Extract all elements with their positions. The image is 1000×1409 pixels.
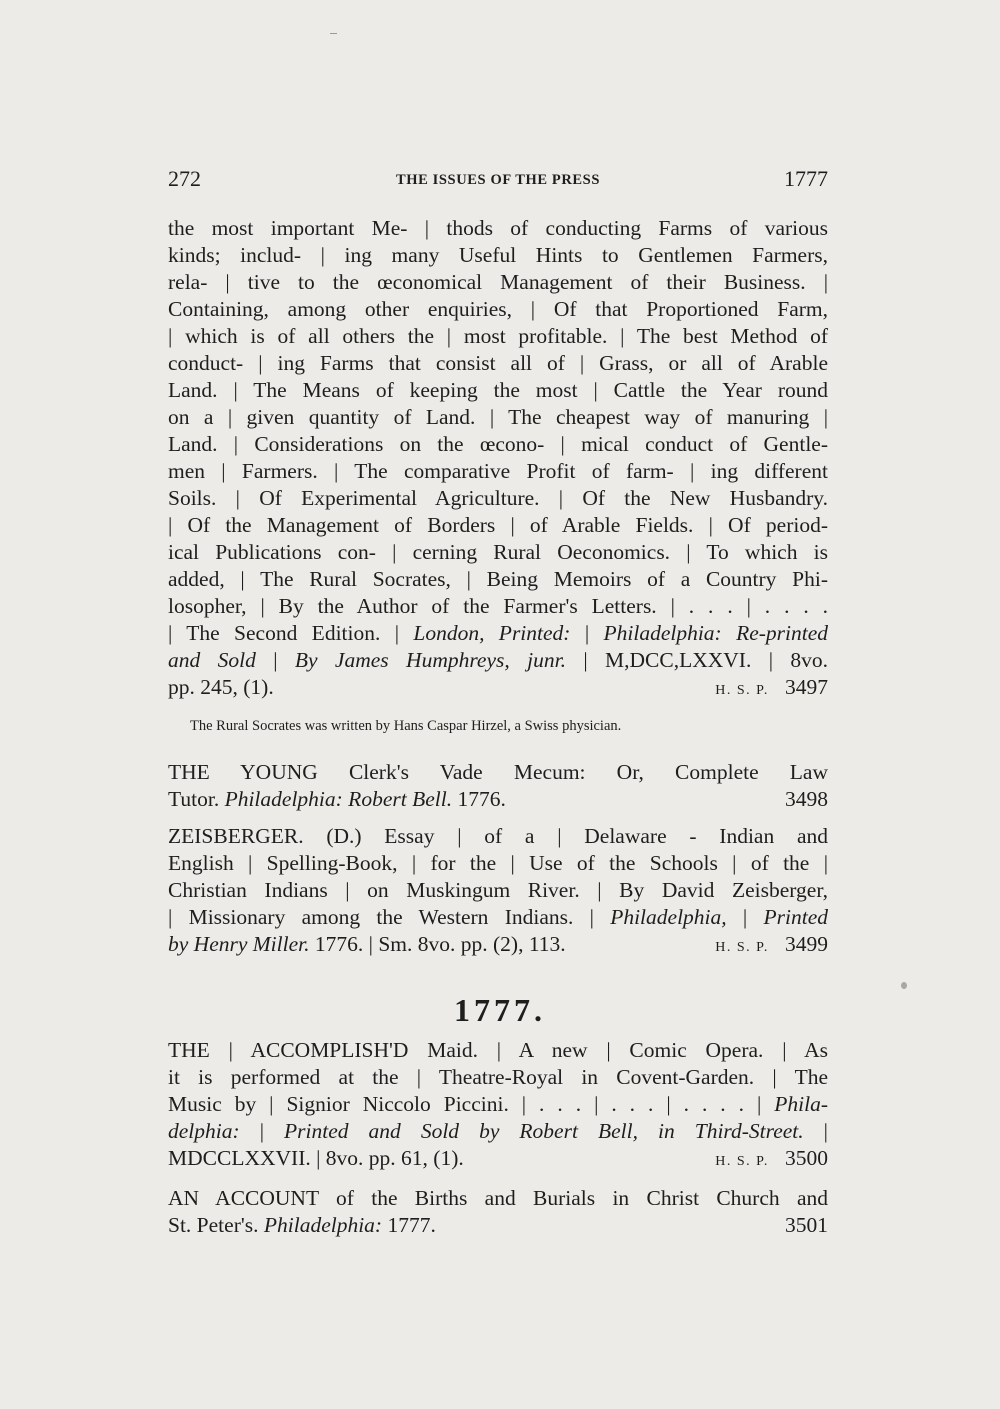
imprint-italic: Phila- [774,1092,828,1116]
text-run: | Missionary among the Western Indians. | [168,905,611,929]
text-line [168,786,828,813]
text-run: Tutor. [168,787,225,811]
printer-italic: By James Humphreys, junr. [294,648,566,672]
entry-reference [715,1145,828,1172]
collation: MDCCLXXVII. | 8vo. pp. 61, (1). [168,1146,464,1170]
text-run: | [726,905,764,929]
text-line: the most important Me- | thods of conducting Farms of various [168,216,828,240]
text-line: THE YOUNG Clerk's Vade Mecum: Or, Complete Law [168,760,828,784]
text-run: St. Peter's. [168,1213,264,1237]
text-line [168,904,828,931]
text-run: 1776. | Sm. 8vo. pp. (2), 113. [309,932,566,956]
text-line [168,620,828,647]
source-abbrev: H. S. P. [715,1154,769,1169]
text-line: English | Spelling-Book, | for the | Use of the Schools | of the | [168,851,828,875]
text-line: men | Farmers. | The comparative Profit of farm- | ing different [168,459,828,483]
imprint-italic: Printed [763,905,828,929]
entry-number: 3498 [785,787,828,811]
paper-speck [901,982,907,989]
text-run [168,786,506,813]
source-abbrev: H. S. P. [715,683,769,698]
text-line [168,647,828,674]
text-line: Christian Indians | on Muskingum River. | By David Zeisberger, [168,878,828,902]
imprint-italic: Philadelphia: Re-printed [603,621,828,645]
text-run [168,931,566,958]
text-run: | The Second Edition. | [168,621,414,645]
text-line [168,931,828,958]
entry-number: 3501 [785,1213,828,1237]
text-line [168,1091,828,1118]
printer-italic: by Henry Miller. [168,932,310,956]
text-line: Soils. | Of Experimental Agriculture. | Of the New Husbandry. [168,486,828,510]
source-abbrev: H. S. P. [715,940,769,955]
page-number: 272 [168,166,201,191]
text-run: | [570,621,604,645]
running-title: THE ISSUES OF THE PRESS [396,172,600,188]
text-line: | Of the Management of Borders | of Arable Fields. | Of period- [168,513,828,537]
text-line [168,1145,828,1172]
text-run: | M,DCC,LXXVI. | 8vo. [565,648,828,672]
entry-reference [715,674,828,701]
imprint-italic: delphia: [168,1119,240,1143]
year-heading: 1777. [454,992,546,1028]
running-year: 1777 [784,166,828,191]
text-run: 1777. [382,1213,436,1237]
imprint-italic: Philadelphia: [263,1213,383,1237]
paper-mark [330,33,337,34]
text-run [168,1212,436,1239]
text-line: added, | The Rural Socrates, | Being Memoirs of a Country Phi- [168,567,828,591]
text-line [168,1212,828,1239]
text-line [168,674,828,701]
entry-3497 [168,215,828,701]
entry-3500 [168,1037,828,1172]
imprint-italic: and Sold [168,648,256,672]
text-line [168,1118,828,1145]
imprint-italic: London, Printed: [413,621,571,645]
text-run: | [255,648,295,672]
text-line: losopher, | By the Author of the Farmer's Letters. | . . . | . . . . [168,594,828,618]
footnote: The Rural Socrates was written by Hans Caspar Hirzel, a Swiss physician. [190,718,622,734]
entry-number: 3500 [785,1146,828,1170]
text-line: it is performed at the | Theatre-Royal in Covent-Garden. | The [168,1065,828,1089]
text-line: on a | given quantity of Land. | The cheapest way of manuring | [168,405,828,429]
text-line: ZEISBERGER. (D.) Essay | of a | Delaware - Indian and [168,824,828,848]
text-line: Containing, among other enquiries, | Of that Proportioned Farm, [168,297,828,321]
text-line: AN ACCOUNT of the Births and Burials in Christ Church and [168,1186,828,1210]
text-line: Land. | The Means of keeping the most | Cattle the Year round [168,378,828,402]
text-run: 1776. [452,787,506,811]
text-run: Music by | Signior Niccolo Piccini. | . . . | . . . | . . . . | [168,1092,775,1116]
text-line: THE | ACCOMPLISH'D Maid. | A new | Comic Opera. | As [168,1038,828,1062]
entry-number: 3499 [785,932,828,956]
entry-reference [715,931,828,958]
text-line: Land. | Considerations on the œcono- | mical conduct of Gentle- [168,432,828,456]
entry-3498 [168,759,828,813]
text-run: | [239,1119,285,1143]
entry-3501 [168,1185,828,1239]
text-line: conduct- | ing Farms that consist all of | Grass, or all of Arable [168,351,828,375]
imprint-italic: Philadelphia, [610,905,727,929]
text-line: | which is of all others the | most profitable. | The best Method of [168,324,828,348]
text-run: | [803,1119,828,1143]
text-line: kinds; includ- | ing many Useful Hints to Gentlemen Farmers, [168,243,828,267]
imprint-italic: Philadelphia: Robert Bell. [224,787,453,811]
entry-number: 3497 [785,675,828,699]
entry-3499 [168,823,828,958]
text-line: ical Publications con- | cerning Rural Oeconomics. | To which is [168,540,828,564]
collation: pp. 245, (1). [168,675,274,699]
running-head [168,166,828,196]
text-line: rela- | tive to the œconomical Management of their Business. | [168,270,828,294]
printer-italic: Printed and Sold by Robert Bell, in Third-Street. [284,1119,804,1143]
